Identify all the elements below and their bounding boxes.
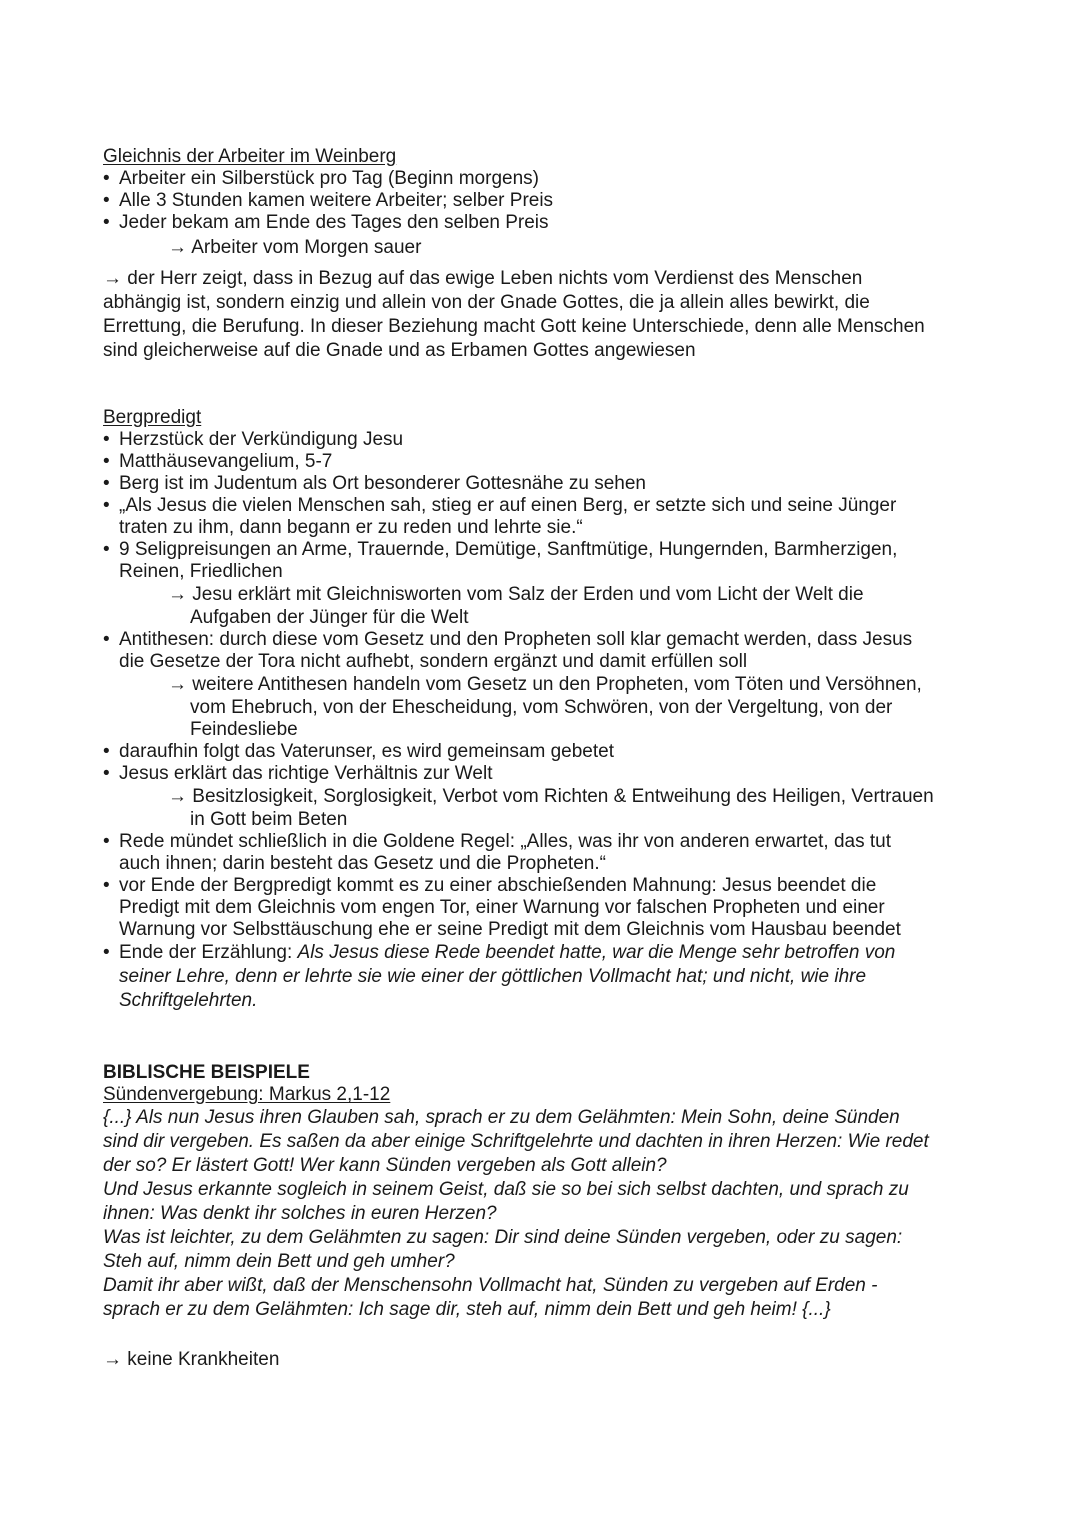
quote-line: Damit ihr aber wißt, daß der Menschensohn Vollmacht hat, Sünden zu vergeben auf Erden - [103, 1275, 878, 1296]
paragraph-line: abhängig ist, sondern einzig und allein von der Gnade Gottes, die ja allein alles bewirkt, die [103, 292, 870, 313]
bullet: • daraufhin folgt das Vaterunser, es wird gemeinsam gebetet [103, 741, 983, 763]
arrow-note: → Besitzlosigkeit, Sorglosigkeit, Verbot vom Richten & Entweihung des Heiligen, Vertrauen [168, 786, 934, 807]
quote-line: Was ist leichter, zu dem Gelähmten zu sagen: Dir sind deine Sünden vergeben, oder zu sagen: [103, 1227, 903, 1248]
arrow-note: → Jesu erklärt mit Gleichnisworten vom Salz der Erden und vom Licht der Welt die [168, 584, 864, 605]
bullet-lead: Ende der Erzählung: [119, 942, 298, 963]
bullet: • „Als Jesus die vielen Menschen sah, stieg er auf einen Berg, er setzte sich und seine Jünger [103, 495, 983, 517]
bullet-continuation: Reinen, Friedlichen [119, 561, 283, 582]
bullet-continuation: traten zu ihm, dann begann er zu reden und lehrte sie.“ [119, 517, 583, 538]
quote-line: der so? Er lästert Gott! Wer kann Sünden vergeben als Gott allein? [103, 1155, 667, 1176]
bullet: • Jeder bekam am Ende des Tages den selben Preis [103, 212, 983, 234]
quote-line: ihnen: Was denkt ihr solches in euren Herzen? [103, 1203, 497, 1224]
bullet: • 9 Seligpreisungen an Arme, Trauernde, Demütige, Sanftmütige, Hungernden, Barmherzigen, [103, 539, 983, 561]
bullet: • Rede mündet schließlich in die Goldene Regel: „Alles, was ihr von anderen erwartet, das tut [103, 831, 983, 853]
bullet-continuation: die Gesetze der Tora nicht aufhebt, sondern ergänzt und damit erfüllen soll [119, 651, 748, 672]
bullet-continuation: auch ihnen; darin besteht das Gesetz und die Propheten.“ [119, 853, 606, 874]
arrow-note-continuation: in Gott beim Beten [190, 809, 348, 830]
quote-line: sprach er zu dem Gelähmten: Ich sage dir, steh auf, nimm dein Bett und geh heim! {...} [103, 1299, 831, 1320]
quote-line: {...} Als nun Jesus ihren Glauben sah, sprach er zu dem Gelähmten: Mein Sohn, deine Sünden [103, 1107, 900, 1128]
section-biblische-beispiele [103, 1062, 983, 1372]
bullet: • Antithesen: durch diese vom Gesetz und den Propheten soll klar gemacht werden, dass Jesus [103, 629, 983, 651]
heading-bergpredigt: Bergpredigt [103, 407, 202, 428]
bullet-continuation: Predigt mit dem Gleichnis vom engen Tor, einer Warnung vor falschen Propheten und einer [119, 897, 885, 918]
paragraph-line: sind gleicherweise auf die Gnade und as Erbamen Gottes angewiesen [103, 340, 696, 361]
arrow-note: → weitere Antithesen handeln vom Gesetz un den Propheten, vom Töten und Versöhnen, [168, 674, 922, 695]
quote-italic: Schriftgelehrten. [119, 990, 258, 1011]
bullet: • Jesus erklärt das richtige Verhältnis zur Welt [103, 763, 983, 785]
bullet: • Herzstück der Verkündigung Jesu [103, 429, 983, 451]
paragraph-line: Errettung, die Berufung. In dieser Beziehung macht Gott keine Unterschiede, denn alle Menschen [103, 316, 925, 337]
bullet: • Matthäusevangelium, 5-7 [103, 451, 983, 473]
bullet: • Berg ist im Judentum als Ort besonderer Gottesnähe zu sehen [103, 473, 983, 495]
quote-italic: Als Jesus diese Rede beendet hatte, war die Menge sehr betroffen von [297, 942, 896, 963]
quote-line: Und Jesus erkannte sogleich in seinem Geist, daß sie so bei sich selbst dachten, und sprach zu [103, 1179, 909, 1200]
paragraph-line: → der Herr zeigt, dass in Bezug auf das ewige Leben nichts vom Verdienst des Menschen [103, 268, 863, 289]
conclusion-note: → keine Krankheiten [103, 1349, 280, 1370]
heading-weinberg: Gleichnis der Arbeiter im Weinberg [103, 146, 397, 167]
arrow-note-continuation: Aufgaben der Jünger für die Welt [190, 607, 469, 628]
document-body [103, 146, 983, 1372]
subheading-suendenvergebung: Sündenvergebung: Markus 2,1-12 [103, 1084, 391, 1105]
quote-line: Steh auf, nimm dein Bett und geh umher? [103, 1251, 455, 1272]
section-title: BIBLISCHE BEISPIELE [103, 1062, 310, 1083]
arrow-note-continuation: Feindesliebe [190, 719, 298, 740]
section-weinberg [103, 146, 983, 363]
bullet: • Arbeiter ein Silberstück pro Tag (Beginn morgens) [103, 168, 983, 190]
arrow-note: → Arbeiter vom Morgen sauer [168, 237, 422, 258]
bullet: • vor Ende der Bergpredigt kommt es zu einer abschießenden Mahnung: Jesus beendet die [103, 875, 983, 897]
bullet-continuation: Warnung vor Selbsttäuschung ehe er seine Predigt mit dem Gleichnis vom Hausbau beendet [119, 919, 901, 940]
section-bergpredigt [103, 407, 983, 1013]
bullet: • Alle 3 Stunden kamen weitere Arbeiter; selber Preis [103, 190, 983, 212]
quote-line: sind dir vergeben. Es saßen da aber einige Schriftgelehrte und dachten in ihren Herzen: Wie redet [103, 1131, 929, 1152]
bullet [103, 941, 983, 965]
quote-italic: seiner Lehre, denn er lehrte sie wie einer der göttlichen Vollmacht hat; und nicht, wie ihre [119, 966, 867, 987]
arrow-note-continuation: vom Ehebruch, von der Ehescheidung, vom Schwören, von der Vergeltung, von der [190, 697, 893, 718]
